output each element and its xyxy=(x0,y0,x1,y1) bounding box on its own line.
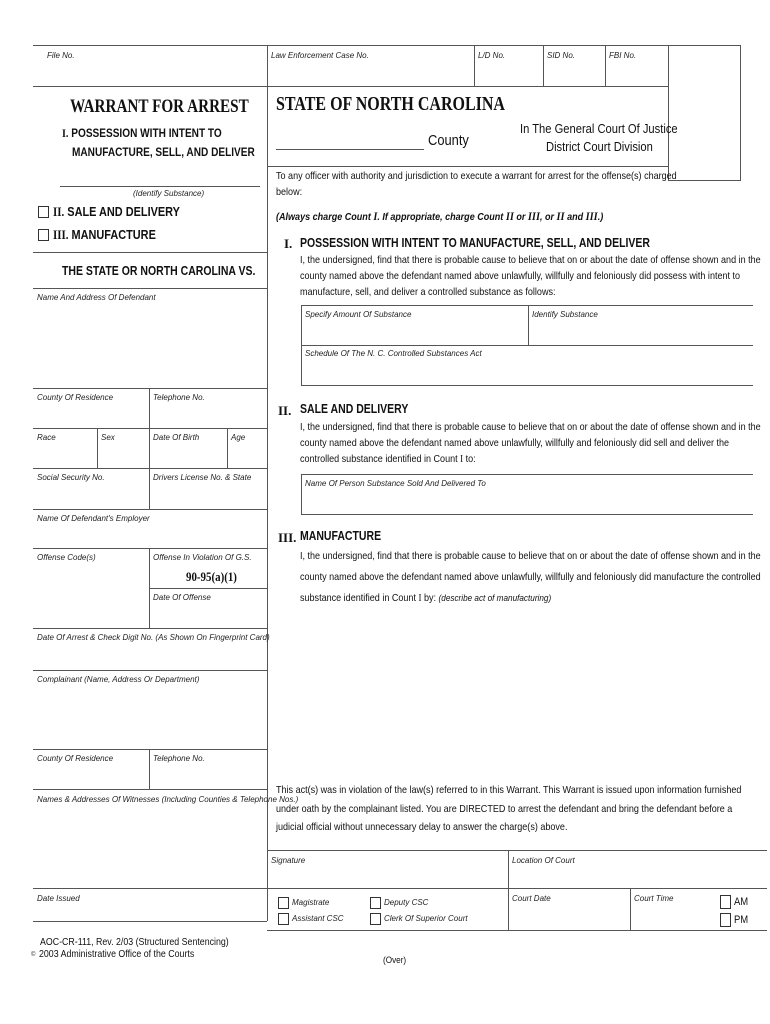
s3-line3: substance identified in Count I by: (describe act of manufacturing) xyxy=(300,592,552,604)
violation-line3: judicial official without unnecessary delay to answer the charge(s) above. xyxy=(276,821,568,833)
count3-heading xyxy=(53,227,156,243)
count1-line2: MANUFACTURE, SELL, AND DELIVER xyxy=(72,145,255,159)
am-label: AM xyxy=(734,896,749,908)
office-name: 2003 Administrative Office of the Courts xyxy=(39,948,195,960)
over-label: (Over) xyxy=(383,955,407,966)
person-sold-label: Name Of Person Substance Sold And Delivered To xyxy=(305,479,486,488)
am-checkbox[interactable] xyxy=(720,895,731,909)
s1-line3: manufacture, sell, and deliver a controlled substance as follows: xyxy=(300,286,556,298)
s1-line1: I, the undersigned, find that there is probable cause to believe that on or about the date of offense shown and in the xyxy=(300,254,761,266)
pm-checkbox[interactable] xyxy=(720,913,731,927)
sex-label: Sex xyxy=(101,433,115,442)
count1-num: I. xyxy=(62,126,69,140)
court-line2: District Court Division xyxy=(546,139,653,154)
magistrate-label: Magistrate xyxy=(292,898,330,907)
telephone2-label: Telephone No. xyxy=(153,754,205,763)
race-label: Race xyxy=(37,433,56,442)
s3-line2: county named above the defendant named above unlawfully, willfully and feloniously did manufacture the controlled xyxy=(300,571,761,583)
complainant-label: Complainant (Name, Address Or Department) xyxy=(37,675,200,684)
count3-num: III. xyxy=(53,227,69,242)
deputy-csc-label: Deputy CSC xyxy=(384,898,429,907)
schedule-label: Schedule Of The N. C. Controlled Substances Act xyxy=(305,349,482,358)
lid-no-label: L/D No. xyxy=(478,51,506,60)
age-label: Age xyxy=(231,433,246,442)
intro-line2: below: xyxy=(276,186,303,198)
count3-label: MANUFACTURE xyxy=(71,227,156,242)
s2-line1: I, the undersigned, find that there is probable cause to believe that on or about the date of offense shown and in the xyxy=(300,421,761,433)
always-charge-note: (Always charge Count I. If appropriate, charge Count II or III, or II and III.) xyxy=(276,209,604,223)
count2-label: SALE AND DELIVERY xyxy=(67,204,180,219)
count3-checkbox[interactable] xyxy=(38,229,49,241)
count2-checkbox[interactable] xyxy=(38,206,49,218)
violation-line1: This act(s) was in violation of the law(s) referred to in this Warrant. This Warrant is issued upon information furnished xyxy=(276,784,742,796)
clerk-label: Clerk Of Superior Court xyxy=(384,914,468,923)
count2-heading xyxy=(53,204,180,220)
identify-substance2-label: Identify Substance xyxy=(532,310,598,319)
form-number: AOC-CR-111, Rev. 2/03 (Structured Sentencing) xyxy=(40,936,229,948)
violation-line2: under oath by the complainant listed. You are DIRECTED to arrest the defendant and bring the defendant before a xyxy=(276,803,733,815)
s1-title: POSSESSION WITH INTENT TO MANUFACTURE, SELL, AND DELIVER xyxy=(300,236,651,250)
law-case-no-label: Law Enforcement Case No. xyxy=(271,51,369,60)
county-residence-label: County Of Residence xyxy=(37,393,114,402)
assistant-csc-checkbox[interactable] xyxy=(278,913,289,925)
s3-title: MANUFACTURE xyxy=(300,529,382,543)
identify-substance-label: (Identify Substance) xyxy=(133,189,205,198)
s2-num: II. xyxy=(278,403,292,418)
date-offense-label: Date Of Offense xyxy=(153,593,211,602)
statute-value: 90-95(a)(1) xyxy=(186,569,237,584)
employer-label: Name Of Defendant's Employer xyxy=(37,514,150,523)
photo-box xyxy=(668,45,741,181)
magistrate-checkbox[interactable] xyxy=(278,897,289,909)
warrant-title: WARRANT FOR ARREST xyxy=(70,96,249,117)
location-label: Location Of Court xyxy=(512,856,575,865)
court-line1: In The General Court Of Justice xyxy=(520,121,678,136)
s3-line1: I, the undersigned, find that there is probable cause to believe that on or about the date of offense shown and in the xyxy=(300,550,761,562)
ssn-label: Social Security No. xyxy=(37,473,105,482)
specify-amount-label: Specify Amount Of Substance xyxy=(305,310,412,319)
s3-num: III. xyxy=(278,530,297,545)
date-issued-label: Date Issued xyxy=(37,894,80,903)
date-arrest-label: Date Of Arrest & Check Digit No. (As Shown On Fingerprint Card) xyxy=(37,633,270,642)
state-heading: STATE OF NORTH CAROLINA xyxy=(276,93,505,115)
state-vs: THE STATE OR NORTH CAROLINA VS. xyxy=(62,264,256,278)
file-no-label: File No. xyxy=(47,51,75,60)
copyright-symbol: © xyxy=(31,952,36,958)
deputy-csc-checkbox[interactable] xyxy=(370,897,381,909)
violation-label: Offense In Violation Of G.S. xyxy=(153,553,252,562)
clerk-checkbox[interactable] xyxy=(370,913,381,925)
pm-label: PM xyxy=(734,914,749,926)
assistant-csc-label: Assistant CSC xyxy=(292,914,344,923)
dob-label: Date Of Birth xyxy=(153,433,200,442)
count1-line1: POSSESSION WITH INTENT TO xyxy=(71,126,222,140)
s1-line2: county named above the defendant named above unlawfully, willfully and feloniously did possess with intent to xyxy=(300,270,741,282)
sid-no-label: SID No. xyxy=(547,51,576,60)
s2-line2: county named above the defendant named above unlawfully, willfully and feloniously did sell and deliver the xyxy=(300,437,730,449)
s2-line3: controlled substance identified in Count I to: xyxy=(300,453,476,465)
court-date-label: Court Date xyxy=(512,894,551,903)
county-residence2-label: County Of Residence xyxy=(37,754,114,763)
s1-num: I. xyxy=(284,236,293,251)
name-address-label: Name And Address Of Defendant xyxy=(37,293,156,302)
count2-num: II. xyxy=(53,204,65,219)
telephone-label: Telephone No. xyxy=(153,393,205,402)
intro-line1: To any officer with authority and jurisdiction to execute a warrant for arrest for the offense(s) charged xyxy=(276,170,677,182)
dl-label: Drivers License No. & State xyxy=(153,473,252,482)
signature-label: Signature xyxy=(271,856,306,865)
s2-title: SALE AND DELIVERY xyxy=(300,402,409,416)
fbi-no-label: FBI No. xyxy=(609,51,637,60)
county-label: County xyxy=(428,132,469,149)
count1-heading xyxy=(62,126,222,141)
witnesses-label: Names & Addresses Of Witnesses (Including Counties & Telephone Nos.) xyxy=(37,795,299,804)
offense-codes-label: Offense Code(s) xyxy=(37,553,96,562)
court-time-label: Court Time xyxy=(634,894,674,903)
